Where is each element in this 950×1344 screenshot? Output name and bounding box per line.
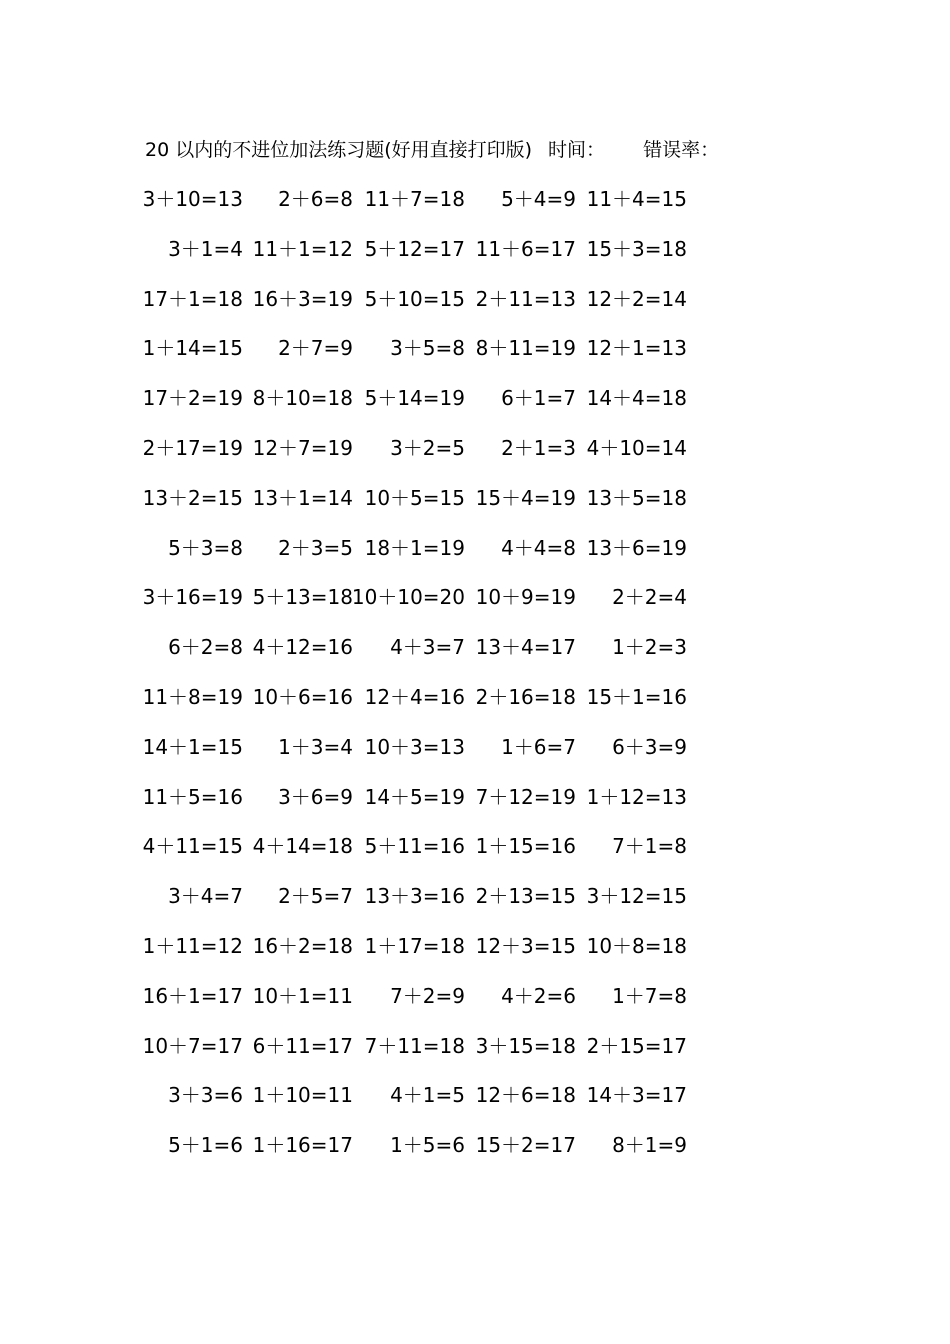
problem-row bbox=[145, 633, 705, 683]
problem-row bbox=[142, 384, 705, 434]
problem-row bbox=[142, 783, 705, 833]
addition-problem: 10＋10=20 bbox=[351, 585, 465, 610]
addition-problem: 7＋12=19 bbox=[475, 784, 576, 809]
problem-row bbox=[142, 583, 705, 633]
addition-problem: 1＋3=4 bbox=[278, 734, 353, 759]
addition-problem: 4＋3=7 bbox=[390, 635, 465, 660]
error-rate-label: 错误率： bbox=[643, 139, 720, 161]
addition-problem: 10＋9=19 bbox=[475, 585, 576, 610]
addition-problem: 15＋2=17 bbox=[475, 1133, 576, 1158]
addition-problem: 2＋7=9 bbox=[278, 336, 353, 361]
addition-problem: 3＋2=5 bbox=[390, 435, 465, 460]
addition-problem: 12＋7=19 bbox=[252, 435, 353, 460]
addition-problem: 12＋1=13 bbox=[586, 336, 687, 361]
addition-problem: 11＋5=16 bbox=[142, 784, 243, 809]
addition-problem: 3＋15=18 bbox=[475, 1033, 576, 1058]
addition-problem: 6＋11=17 bbox=[252, 1033, 353, 1058]
addition-problem: 12＋2=14 bbox=[586, 286, 687, 311]
addition-problem: 12＋4=16 bbox=[364, 684, 465, 709]
addition-problem: 10＋5=15 bbox=[364, 485, 465, 510]
addition-problem: 4＋1=5 bbox=[390, 1083, 465, 1108]
addition-problem: 3＋10=13 bbox=[142, 187, 243, 211]
addition-problem: 8＋11=19 bbox=[475, 336, 576, 361]
addition-problem: 2＋15=17 bbox=[586, 1033, 687, 1058]
problem-row bbox=[145, 1131, 705, 1181]
addition-problem: 10＋8=18 bbox=[586, 933, 687, 958]
problem-row bbox=[142, 434, 705, 484]
addition-problem: 4＋11=15 bbox=[142, 834, 243, 859]
addition-problem: 14＋5=19 bbox=[364, 784, 465, 809]
addition-problem: 17＋2=19 bbox=[142, 386, 243, 411]
addition-problem: 3＋1=4 bbox=[168, 236, 243, 261]
addition-problem: 5＋4=9 bbox=[501, 187, 576, 211]
addition-problem: 15＋4=19 bbox=[475, 485, 576, 510]
addition-problem: 3＋3=6 bbox=[168, 1083, 243, 1108]
addition-problem: 3＋5=8 bbox=[390, 336, 465, 361]
addition-problem: 14＋1=15 bbox=[142, 734, 243, 759]
addition-problem: 7＋1=8 bbox=[612, 834, 687, 859]
problem-row bbox=[145, 882, 705, 932]
problem-row bbox=[142, 683, 705, 733]
problem-row bbox=[142, 982, 705, 1032]
problem-row bbox=[142, 285, 705, 335]
problem-grid bbox=[142, 185, 705, 1181]
addition-problem: 11＋6=17 bbox=[475, 236, 576, 261]
addition-problem: 11＋4=15 bbox=[586, 187, 687, 211]
addition-problem: 10＋1=11 bbox=[252, 983, 353, 1008]
addition-problem: 6＋1=7 bbox=[501, 386, 576, 411]
addition-problem: 4＋12=16 bbox=[252, 635, 353, 660]
addition-problem: 1＋10=11 bbox=[252, 1083, 353, 1108]
addition-problem: 15＋3=18 bbox=[586, 236, 687, 261]
addition-problem: 16＋3=19 bbox=[252, 286, 353, 311]
addition-problem: 2＋6=8 bbox=[278, 187, 353, 211]
addition-problem: 5＋11=16 bbox=[364, 834, 465, 859]
addition-problem: 2＋13=15 bbox=[475, 884, 576, 909]
addition-problem: 5＋10=15 bbox=[364, 286, 465, 311]
addition-problem: 1＋16=17 bbox=[252, 1133, 353, 1158]
problem-row bbox=[142, 733, 705, 783]
addition-problem: 8＋10=18 bbox=[252, 386, 353, 411]
problem-row bbox=[145, 534, 705, 584]
addition-problem: 7＋2=9 bbox=[390, 983, 465, 1008]
problem-row bbox=[142, 185, 705, 235]
worksheet-header bbox=[145, 136, 719, 164]
addition-problem: 2＋16=18 bbox=[475, 684, 576, 709]
addition-problem: 13＋6=19 bbox=[586, 535, 687, 560]
addition-problem: 6＋2=8 bbox=[168, 635, 243, 660]
addition-problem: 12＋6=18 bbox=[475, 1083, 576, 1108]
addition-problem: 8＋1=9 bbox=[612, 1133, 687, 1158]
addition-problem: 4＋10=14 bbox=[586, 435, 687, 460]
addition-problem: 1＋17=18 bbox=[364, 933, 465, 958]
addition-problem: 5＋3=8 bbox=[168, 535, 243, 560]
addition-problem: 11＋7=18 bbox=[364, 187, 465, 211]
addition-problem: 13＋1=14 bbox=[252, 485, 353, 510]
problem-row bbox=[142, 832, 705, 882]
addition-problem: 13＋2=15 bbox=[142, 485, 243, 510]
addition-problem: 17＋1=18 bbox=[142, 286, 243, 311]
worksheet-title: 20 以内的不进位加法练习题(好用直接打印版) bbox=[145, 139, 533, 161]
addition-problem: 1＋12=13 bbox=[586, 784, 687, 809]
addition-problem: 4＋14=18 bbox=[252, 834, 353, 859]
addition-problem: 1＋5=6 bbox=[390, 1133, 465, 1158]
addition-problem: 1＋6=7 bbox=[501, 734, 576, 759]
addition-problem: 16＋2=18 bbox=[252, 933, 353, 958]
addition-problem: 2＋2=4 bbox=[612, 585, 687, 610]
addition-problem: 12＋3=15 bbox=[475, 933, 576, 958]
addition-problem: 2＋11=13 bbox=[475, 286, 576, 311]
addition-problem: 2＋5=7 bbox=[278, 884, 353, 909]
addition-problem: 16＋1=17 bbox=[142, 983, 243, 1008]
addition-problem: 3＋16=19 bbox=[142, 585, 243, 610]
addition-problem: 10＋6=16 bbox=[252, 684, 353, 709]
addition-problem: 4＋2=6 bbox=[501, 983, 576, 1008]
addition-problem: 7＋11=18 bbox=[364, 1033, 465, 1058]
addition-problem: 1＋7=8 bbox=[612, 983, 687, 1008]
addition-problem: 10＋3=13 bbox=[364, 734, 465, 759]
addition-problem: 11＋8=19 bbox=[142, 684, 243, 709]
addition-problem: 2＋3=5 bbox=[278, 535, 353, 560]
addition-problem: 11＋1=12 bbox=[252, 236, 353, 261]
problem-row bbox=[145, 235, 705, 285]
addition-problem: 3＋6=9 bbox=[278, 784, 353, 809]
addition-problem: 14＋3=17 bbox=[586, 1083, 687, 1108]
problem-row bbox=[142, 932, 705, 982]
time-label: 时间： bbox=[548, 139, 606, 161]
addition-problem: 5＋1=6 bbox=[168, 1133, 243, 1158]
addition-problem: 13＋3=16 bbox=[364, 884, 465, 909]
problem-row bbox=[142, 1032, 705, 1082]
addition-problem: 1＋14=15 bbox=[142, 336, 243, 361]
addition-problem: 5＋12=17 bbox=[364, 236, 465, 261]
addition-problem: 15＋1=16 bbox=[586, 684, 687, 709]
addition-problem: 1＋15=16 bbox=[475, 834, 576, 859]
addition-problem: 2＋17=19 bbox=[142, 435, 243, 460]
problem-row bbox=[142, 334, 705, 384]
addition-problem: 13＋5=18 bbox=[586, 485, 687, 510]
addition-problem: 18＋1=19 bbox=[364, 535, 465, 560]
addition-problem: 5＋13=18 bbox=[252, 585, 353, 610]
addition-problem: 1＋11=12 bbox=[142, 933, 243, 958]
addition-problem: 3＋4=7 bbox=[168, 884, 243, 909]
addition-problem: 6＋3=9 bbox=[612, 734, 687, 759]
addition-problem: 13＋4=17 bbox=[475, 635, 576, 660]
addition-problem: 5＋14=19 bbox=[364, 386, 465, 411]
problem-row bbox=[142, 484, 705, 534]
addition-problem: 4＋4=8 bbox=[501, 535, 576, 560]
addition-problem: 14＋4=18 bbox=[586, 386, 687, 411]
addition-problem: 10＋7=17 bbox=[142, 1033, 243, 1058]
problem-row bbox=[145, 1081, 705, 1131]
addition-problem: 2＋1=3 bbox=[501, 435, 576, 460]
addition-problem: 3＋12=15 bbox=[586, 884, 687, 909]
addition-problem: 1＋2=3 bbox=[612, 635, 687, 660]
